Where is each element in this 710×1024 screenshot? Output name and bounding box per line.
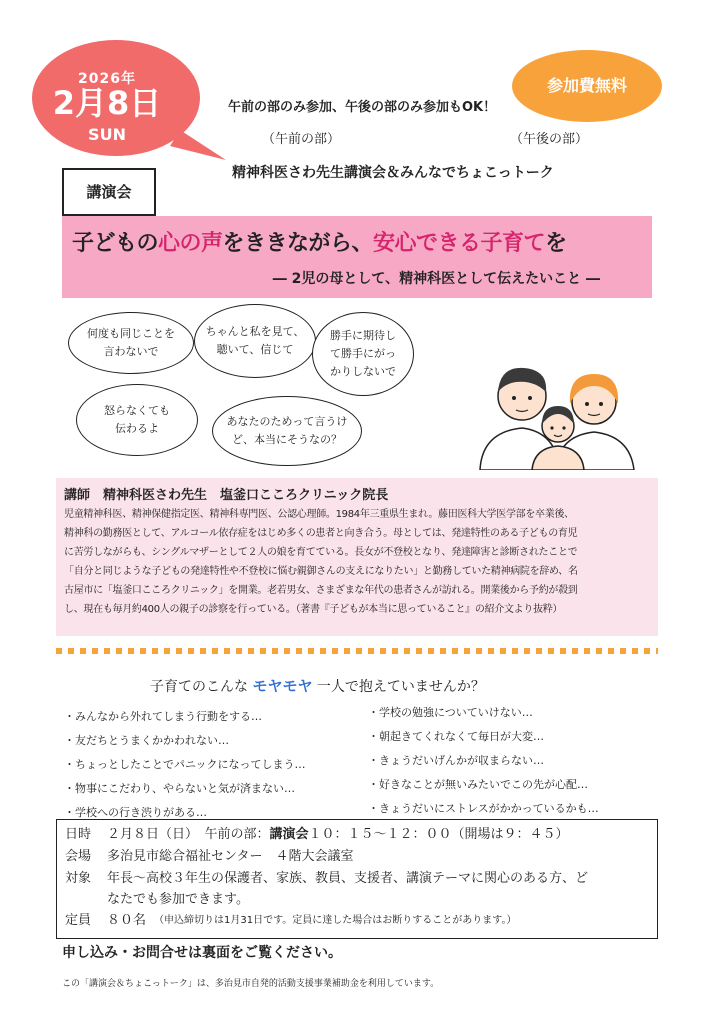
info-value: １０：１５～１２：００（開場は９：４５） [308,827,569,842]
bubble-line: かりしないで [330,365,396,378]
info-label: 対象 [65,871,92,886]
headline-highlight: 心の声 [158,231,223,256]
worry-item: ・きょうだいにストレスがかかっているかも… [368,802,599,815]
info-value: ８０名 [107,913,147,928]
worries-heading-pre: 子育てのこんな [150,679,248,695]
info-row-target [65,868,649,890]
info-row-venue [65,846,649,868]
bubble-line: 怒らなくても [104,404,170,417]
profile-line: 児童精神科医、精神保健指定医、精神科専門医、公認心理師。1984年三重県生まれ。藤田医科大学医学部を卒業後、 [64,509,574,520]
event-info-box [56,819,658,939]
lecture-label: 講演会 [62,168,156,216]
worry-item: ・ちょっとしたことでパニックになってしまう… [64,758,306,771]
speech-bubble [68,312,194,374]
footer-note: この「講演会＆ちょこっトーク」は、多治見市自発的活動支援事業補助金を利用しています。 [62,979,440,989]
worry-item: ・友だちとうまくかかわれない… [64,734,229,747]
info-label: 定員 [65,913,92,928]
worries-heading [150,675,485,696]
headline-part: を [545,231,567,256]
bubble-line: 勝手に期待し [330,329,396,342]
speech-bubble [312,312,414,396]
worry-item: ・物事にこだわり、やらないと気が済まない… [64,782,295,795]
info-value-bold: 講演会 [269,827,309,842]
part-am-label: （午前の部） [262,132,341,147]
worries-heading-post: 一人で抱えていませんか？ [316,679,485,695]
worry-item: ・学校への行き渋りがある… [64,806,207,819]
free-badge: 参加費無料 [512,50,662,122]
profile-line: 精神科の勤務医として、アルコール依存症をはじめ多くの患者と向き合う。母としては、発達特性のある子どもの育児 [64,528,578,539]
worry-item: ・好きなことが無いみたいでこの先が心配… [368,778,588,791]
info-target-continued: なたでも参加できます。 [107,892,249,907]
worry-item: ・きょうだいげんかが収まらない… [368,754,544,767]
info-value: 年長～高校３年生の保護者、家族、教員、支援者、講演テーマに関心のある方、ど [107,871,589,886]
apply-notice: 申し込み・お問合せは裏面をご覧ください。 [62,945,342,961]
headline-highlight: 安心できる子育て [373,231,546,256]
subtitle: ― 2児の母として、精神科医として伝えたいこと ― [272,271,600,287]
bubble-line: 言わないで [103,345,159,358]
info-label: 会場 [65,849,92,864]
info-label: 日時 [65,827,92,842]
bubble-line: 聴いて、信じて [216,343,294,356]
worries-heading-highlight: モヤモヤ [252,677,313,695]
part-pm-label: （午後の部） [510,132,589,147]
date-year: 2026年 [78,71,136,87]
participation-note: 午前の部のみ参加、午後の部のみ参加もOK！ [228,100,497,115]
info-value: 多治見市総合福祉センター ４階大会議室 [107,849,354,864]
profile-line: 「自分と同じような子どもの発達特性や不登校に悩む親御さんの支えになりたい」と勤務していた精神病院を辞め、名 [64,566,578,577]
worry-item: ・学校の勉強についていけない… [368,706,533,719]
profile-line: し、現在も毎月約400人の親子の診察を行っている。（著書『子どもが本当に思っていること』の紹介文より抜粋） [64,604,563,615]
headline [72,226,567,257]
speech-bubble [194,304,316,378]
bubble-line: ど、本当にそうなの？ [231,433,342,446]
bubble-line: ちゃんと私を見て、 [205,325,305,338]
info-note: （申込締切りは1月31日です。定員に達した場合はお断りすることがあります。） [154,915,517,926]
headline-part: をききながら、 [222,231,374,256]
worry-item: ・みんなから外れてしまう行動をする… [64,710,262,723]
bubble-line: あなたのためって言うけ [226,415,348,428]
info-value: ２月８日（日） 午前の部： [107,827,270,842]
lecturer-profile [56,478,658,636]
speech-bubble [76,384,198,456]
family-illustration [470,340,640,470]
profile-title: 講師 精神科医さわ先生 塩釜口こころクリニック院長 [64,488,389,503]
headline-part: 子どもの [72,231,159,256]
profile-line: に苦労しながらも、シングルマザーとして２人の娘を育てている。長女が不登校となり、発達障害と診断されたことで [64,547,578,558]
headline-banner [62,216,652,298]
date-weekday: SUN [88,125,126,144]
date-day: 2月8日 [52,84,162,122]
dotted-divider [56,648,658,654]
speech-bubble [212,396,362,466]
bubble-line: 伝わるよ [115,422,159,435]
profile-line: 古屋市に「塩釜口こころクリニック」を開業。老若男女、さまざまな年代の患者さんが訪れる。開業後から予約が殺到 [64,585,578,596]
event-title: 精神科医さわ先生講演会＆みんなでちょこっトーク [232,165,554,181]
info-row-date [65,824,649,846]
bubble-line: て勝手にがっ [330,347,396,360]
worry-item: ・朝起きてくれなくて毎日が大変… [368,730,544,743]
info-row-capacity [65,910,649,932]
bubble-line: 何度も同じことを [87,327,175,340]
